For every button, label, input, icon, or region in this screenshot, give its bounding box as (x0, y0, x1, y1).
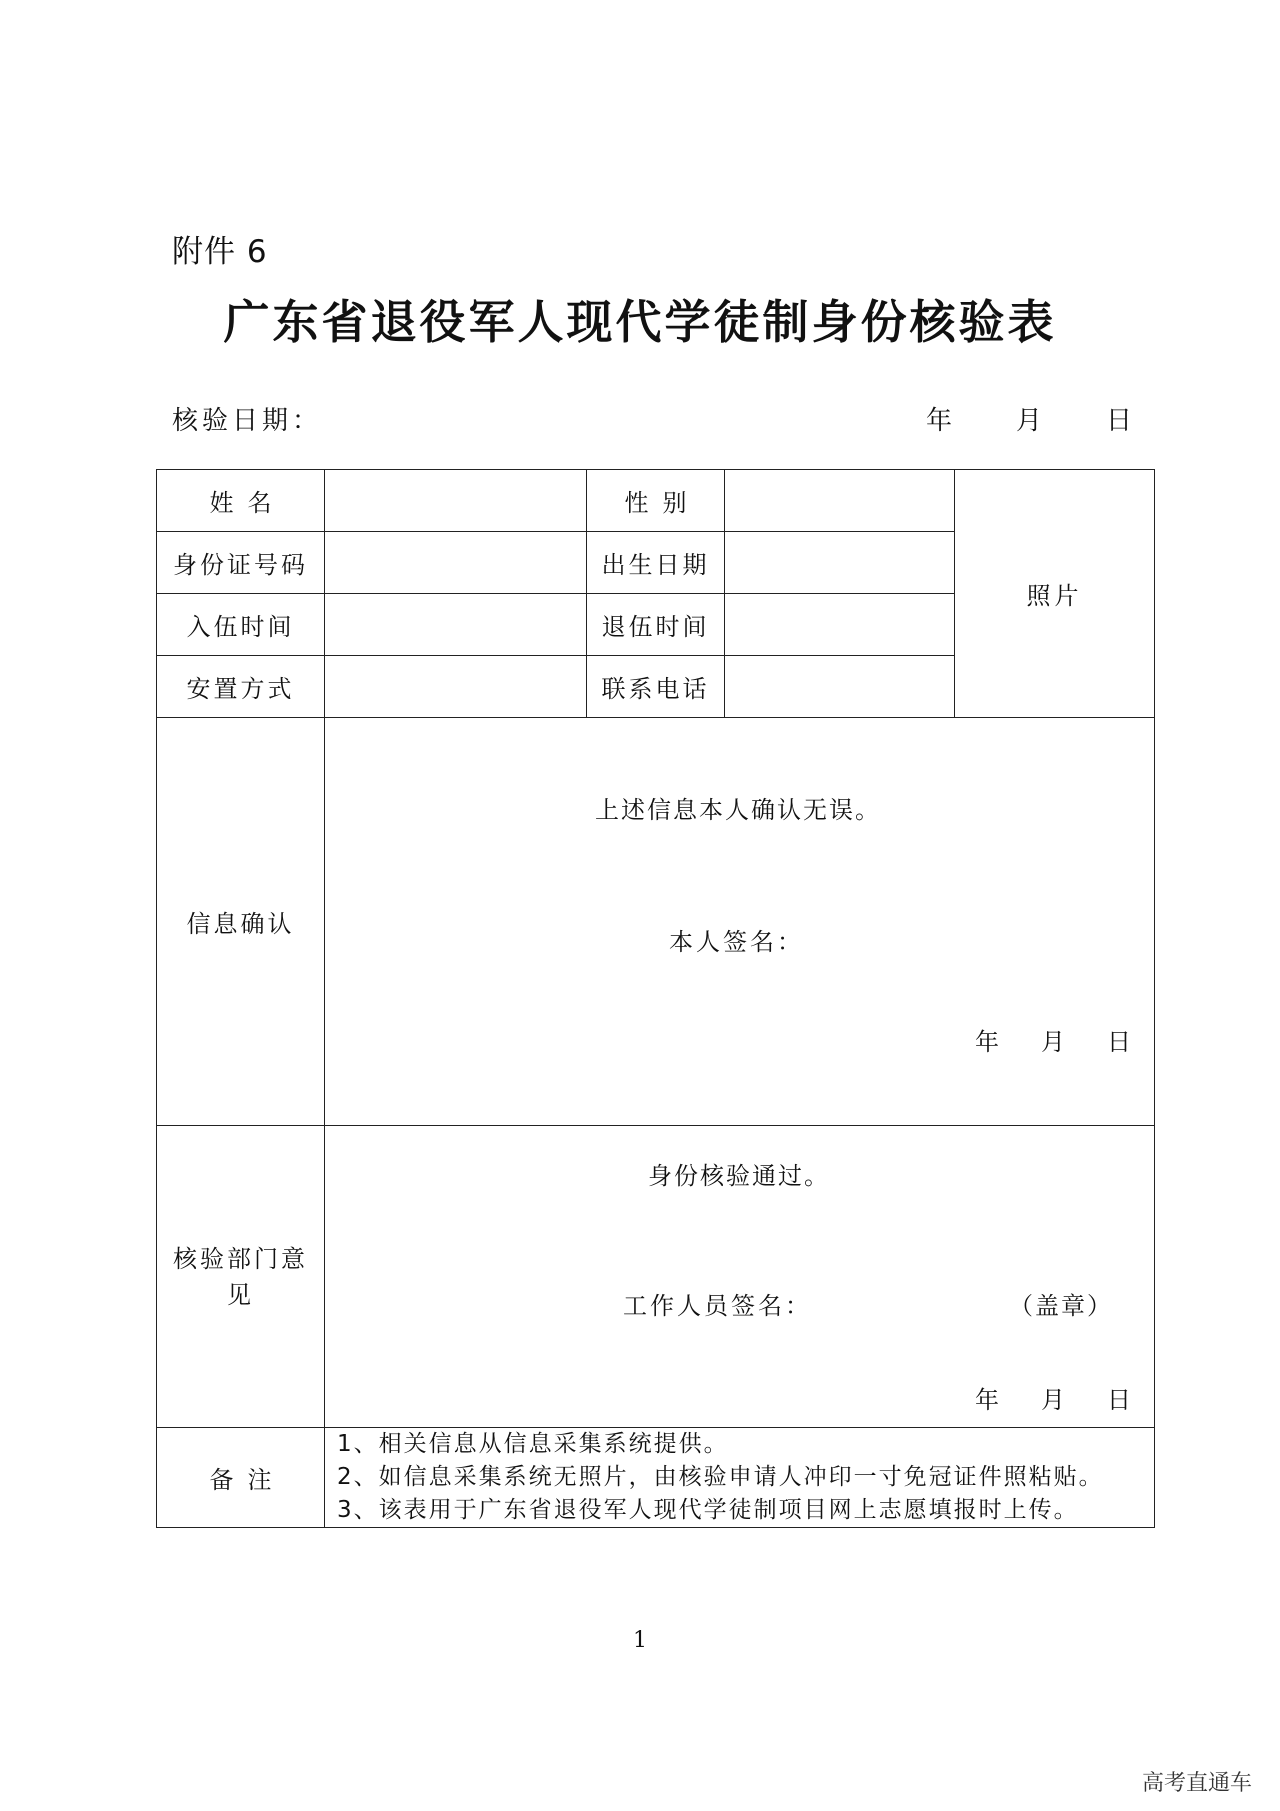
phone-label: 联系电话 (587, 656, 725, 718)
remark-item: 1、相关信息从信息采集系统提供。 (337, 1431, 729, 1457)
seal-label: （盖章） (1009, 1292, 1113, 1320)
dept-date-ymd (975, 1380, 1131, 1415)
attachment-label: 附件 6 (172, 234, 268, 270)
remark-item: 2、如信息采集系统无照片，由核验申请人冲印一寸免冠证件照粘贴。 (337, 1464, 1104, 1490)
self-signature-label[interactable]: 本人签名： (669, 928, 804, 956)
remark-item: 3、该表用于广东省退役军人现代学徒制项目网上志愿填报时上传。 (337, 1497, 1079, 1523)
remarks-cell (325, 1428, 1155, 1528)
id-number-label: 身份证号码 (157, 532, 325, 594)
confirm-date-ymd (975, 1022, 1131, 1057)
name-label: 姓名 (157, 470, 325, 532)
check-date-line (172, 400, 1132, 440)
gender-label: 性别 (587, 470, 725, 532)
dept-opinion-cell (325, 1126, 1155, 1428)
dept-date-year: 年 (975, 1386, 999, 1414)
check-date-month: 月 (1015, 406, 1042, 436)
watermark: 高考直通车 (1141, 1771, 1252, 1796)
placement-label: 安置方式 (157, 656, 325, 718)
page-number: 1 (633, 1628, 647, 1653)
table-row (157, 1126, 1155, 1428)
id-number-field[interactable] (325, 532, 587, 594)
staff-signature-label[interactable]: 工作人员签名： (623, 1292, 812, 1320)
check-date-label: 核验日期： (172, 406, 323, 436)
check-date-ymd (926, 400, 1132, 437)
document-title: 广东省退役军人现代学徒制身份核验表 (223, 295, 1057, 349)
dept-date-day: 日 (1107, 1386, 1131, 1414)
dept-opinion-label: 核验部门意见 (157, 1126, 325, 1428)
info-confirm-cell (325, 718, 1155, 1126)
discharge-time-label: 退伍时间 (587, 594, 725, 656)
name-field[interactable] (325, 470, 587, 532)
check-date-day: 日 (1105, 406, 1132, 436)
placement-field[interactable] (325, 656, 587, 718)
dept-opinion-statement: 身份核验通过。 (648, 1162, 830, 1190)
confirm-date-day: 日 (1107, 1028, 1131, 1056)
confirm-date-month: 月 (1041, 1028, 1065, 1056)
info-confirm-label: 信息确认 (157, 718, 325, 1126)
phone-field[interactable] (725, 656, 955, 718)
birth-date-label: 出生日期 (587, 532, 725, 594)
photo-area[interactable]: 照片 (955, 470, 1155, 718)
table-row (157, 718, 1155, 1126)
table-row (157, 1428, 1155, 1528)
dept-date-month: 月 (1041, 1386, 1065, 1414)
birth-date-field[interactable] (725, 532, 955, 594)
confirm-statement: 上述信息本人确认无误。 (595, 796, 881, 824)
table-row (157, 470, 1155, 532)
enlist-time-label: 入伍时间 (157, 594, 325, 656)
check-date-year: 年 (925, 406, 952, 436)
verification-form-table (156, 469, 1155, 1528)
confirm-date-year: 年 (975, 1028, 999, 1056)
enlist-time-field[interactable] (325, 594, 587, 656)
gender-field[interactable] (725, 470, 955, 532)
remarks-label: 备注 (157, 1428, 325, 1528)
discharge-time-field[interactable] (725, 594, 955, 656)
